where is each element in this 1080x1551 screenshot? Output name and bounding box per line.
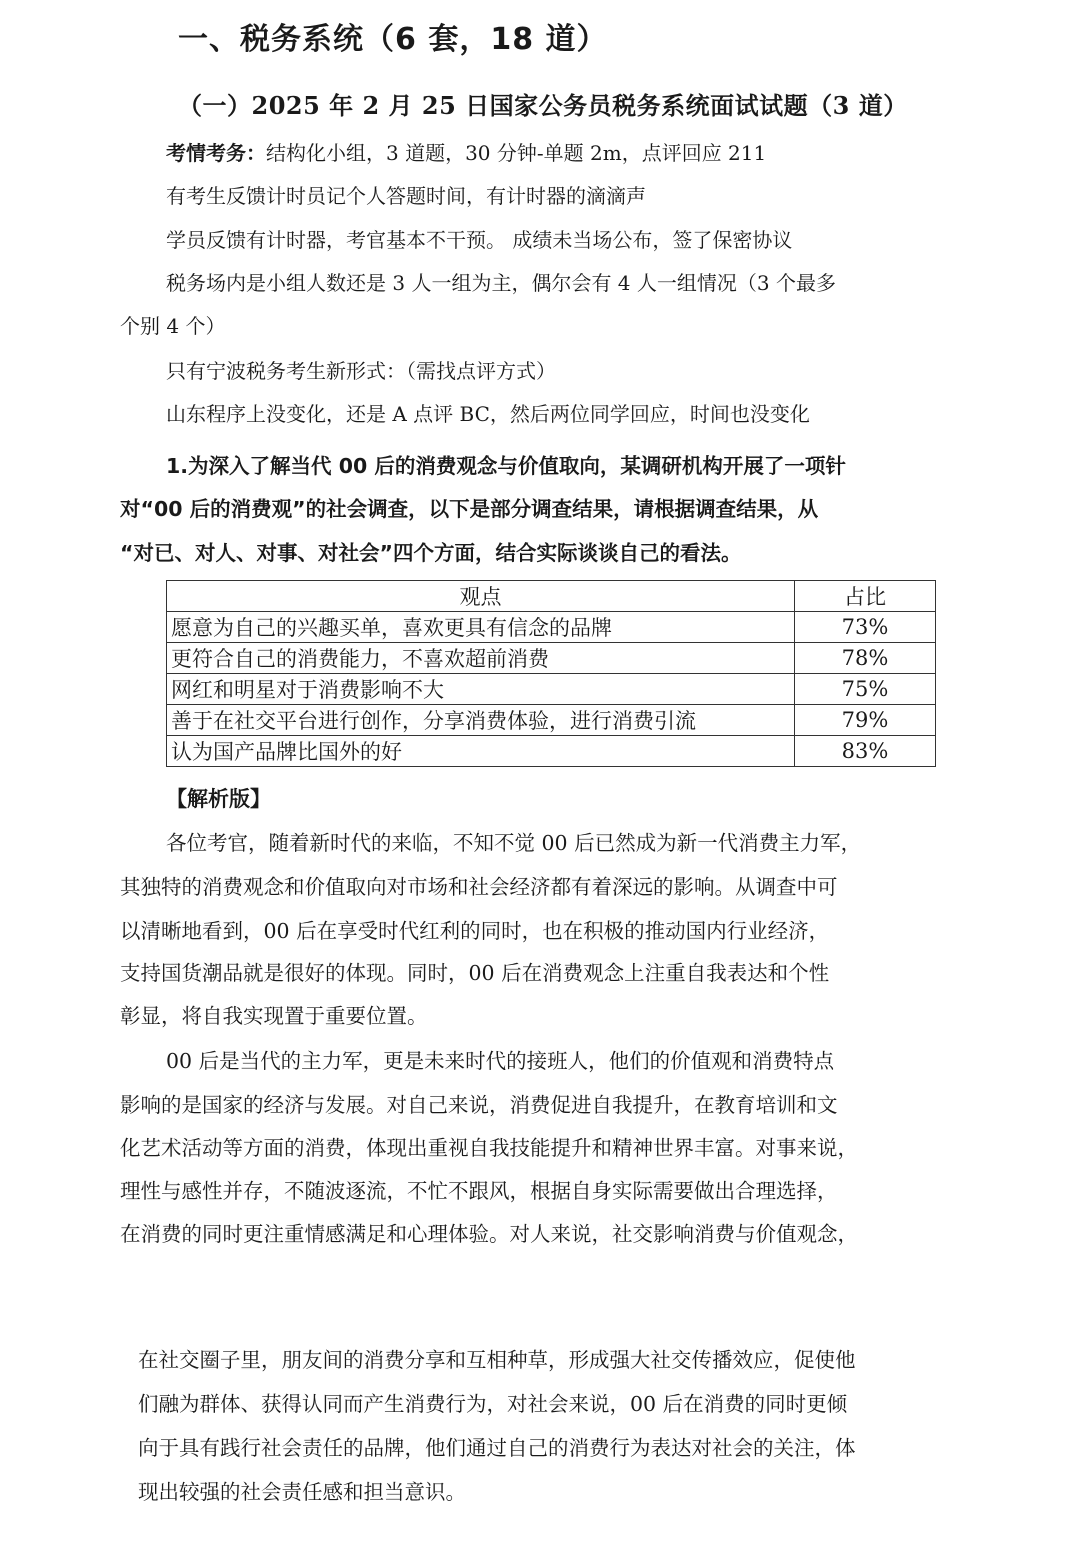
- table-row: [167, 705, 936, 736]
- question-line: 1.为深入了解当代 00 后的消费观念与价值取向，某调研机构开展了一项针: [166, 454, 846, 478]
- analysis-line: 在消费的同时更注重情感满足和心理体验。对人来说，社交影响消费与价值观念，: [120, 1222, 858, 1246]
- info-line: 山东程序上没变化，还是 A 点评 BC，然后两位同学回应，时间也没变化: [166, 402, 810, 426]
- analysis-line: 化艺术活动等方面的消费，体现出重视自我技能提升和精神世界丰富。对事来说，: [120, 1136, 858, 1160]
- table-row: [167, 736, 936, 767]
- info-first-line: [166, 132, 766, 174]
- analysis-line: 向于具有践行社会责任的品牌，他们通过自己的消费行为表达对社会的关注，体: [138, 1436, 856, 1460]
- question-line: 对“00 后的消费观”的社会调查，以下是部分调查结果，请根据调查结果，从: [120, 497, 819, 521]
- info-line: 税务场内是小组人数还是 3 人一组为主，偶尔会有 4 人一组情况（3 个最多: [166, 271, 836, 295]
- info-line: 只有宁波税务考生新形式：（需找点评方式）: [166, 359, 556, 383]
- analysis-label: 【解析版】: [166, 787, 271, 811]
- table-cell: 认为国产品牌比国外的好: [167, 736, 795, 767]
- analysis-line: 彰显，将自我实现置于重要位置。: [120, 1004, 428, 1028]
- section-heading: 一、税务系统（6 套，18 道）: [178, 22, 608, 57]
- question-line: “对已、对人、对事、对社会”四个方面，结合实际谈谈自己的看法。: [120, 541, 742, 565]
- exam-subheading: （一）2025 年 2 月 25 日国家公务员税务系统面试试题（3 道）: [178, 91, 908, 120]
- table-row: [167, 674, 936, 705]
- table-cell: 78%: [795, 643, 936, 674]
- info-label: 考情考务：: [166, 141, 266, 165]
- analysis-line: 影响的是国家的经济与发展。对自己来说，消费促进自我提升，在教育培训和文: [120, 1093, 838, 1117]
- table-row: [167, 612, 936, 643]
- table-cell: 网红和明星对于消费影响不大: [167, 674, 795, 705]
- survey-table: [166, 580, 936, 767]
- table-cell: 善于在社交平台进行创作，分享消费体验，进行消费引流: [167, 705, 795, 736]
- table-header-cell: 观点: [167, 581, 795, 612]
- analysis-line: 以清晰地看到，00 后在享受时代红利的同时，也在积极的推动国内行业经济，: [120, 919, 830, 943]
- info-text: 结构化小组，3 道题，30 分钟-单题 2m，点评回应 211: [266, 141, 767, 165]
- table-cell: 更符合自己的消费能力，不喜欢超前消费: [167, 643, 795, 674]
- table-cell: 73%: [795, 612, 936, 643]
- info-line: 有考生反馈计时员记个人答题时间，有计时器的滴滴声: [166, 184, 646, 208]
- analysis-line: 其独特的消费观念和价值取向对市场和社会经济都有着深远的影响。从调查中可: [120, 875, 838, 899]
- table-cell: 愿意为自己的兴趣买单，喜欢更具有信念的品牌: [167, 612, 795, 643]
- info-line: 学员反馈有计时器，考官基本不干预。 成绩未当场公布，签了保密协议: [166, 228, 793, 252]
- analysis-line: 各位考官，随着新时代的来临，不知不觉 00 后已然成为新一代消费主力军，: [166, 831, 862, 855]
- table-cell: 79%: [795, 705, 936, 736]
- table-cell: 75%: [795, 674, 936, 705]
- analysis-line: 现出较强的社会责任感和担当意识。: [138, 1480, 466, 1504]
- analysis-line: 在社交圈子里，朋友间的消费分享和互相种草，形成强大社交传播效应，促使他: [138, 1348, 856, 1372]
- info-line: 个别 4 个）: [120, 314, 226, 338]
- analysis-line: 00 后是当代的主力军，更是未来时代的接班人，他们的价值观和消费特点: [166, 1049, 835, 1073]
- table-header-row: [167, 581, 936, 612]
- table-row: [167, 643, 936, 674]
- analysis-line: 支持国货潮品就是很好的体现。同时，00 后在消费观念上注重自我表达和个性: [120, 961, 830, 985]
- analysis-line: 理性与感性并存，不随波逐流，不忙不跟风，根据自身实际需要做出合理选择，: [120, 1179, 838, 1203]
- analysis-line: 们融为群体、获得认同而产生消费行为，对社会来说，00 后在消费的同时更倾: [138, 1392, 848, 1416]
- table-cell: 83%: [795, 736, 936, 767]
- table-header-cell: 占比: [795, 581, 936, 612]
